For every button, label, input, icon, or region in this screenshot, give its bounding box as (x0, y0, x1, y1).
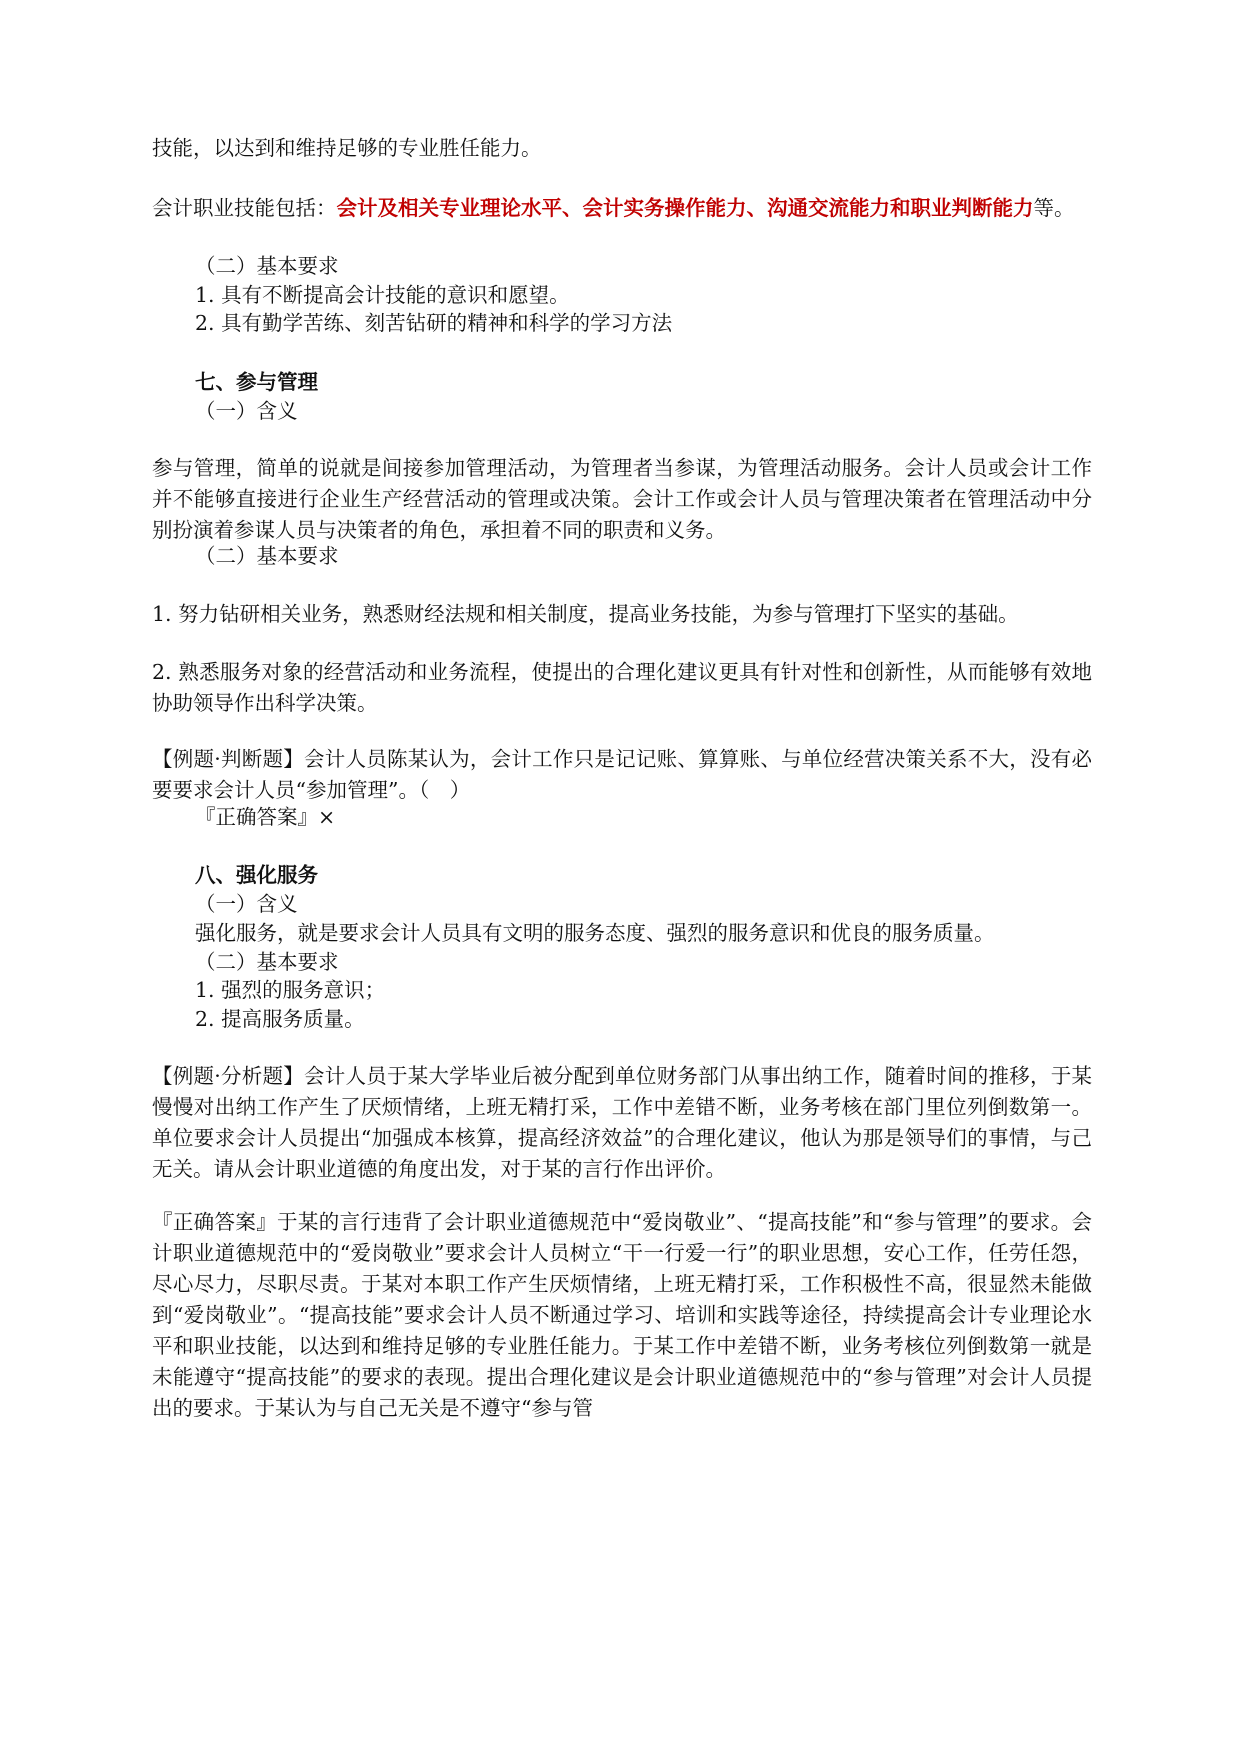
requirement-item: 1. 强烈的服务意识； (195, 978, 386, 1002)
section-title-strengthen-service: 八、强化服务 (195, 863, 318, 887)
requirement-item: 1. 具有不断提高会计技能的意识和愿望。 (195, 283, 570, 307)
basic-requirements-heading: （二）基本要求 (195, 950, 339, 974)
section-title-participate-management: 七、参与管理 (195, 370, 318, 394)
requirement-item: 2. 具有勤学苦练、刻苦钻研的精神和科学的学习方法 (195, 311, 673, 335)
example-question-analysis: 【例题·分析题】会计人员于某大学毕业后被分配到单位财务部门从事出纳工作，随着时间的推移，于某慢慢对出纳工作产生了厌烦情绪，上班无精打采，工作中差错不断，业务考核在部门里位列倒数第一。单位要求会计人员提出“加强成本核算，提高经济效益”的合理化建议，他认为那是领导们的事情，与己无关。请从会计职业道德的角度出发，对于某的言行作出评价。 (152, 1064, 1092, 1181)
paragraph-meaning-service: 强化服务，就是要求会计人员具有文明的服务态度、强烈的服务意识和优良的服务质量。 (195, 921, 995, 945)
paragraph-requirement-2: 2. 熟悉服务对象的经营活动和业务流程，使提出的合理化建议更具有针对性和创新性，从而能够有效地协助领导作出科学决策。 (152, 660, 1092, 715)
skills-suffix: 等。 (1033, 196, 1075, 220)
correct-answer-analysis: 『正确答案』于某的言行违背了会计职业道德规范中“爱岗敬业”、“提高技能”和“参与管理”的要求。会计职业道德规范中的“爱岗敬业”要求会计人员树立“干一行爱一行”的职业思想，安心工作，任劳任怨，尽心尽力，尽职尽责。于某对本职工作产生厌烦情绪，上班无精打采，工作积极性不高，很显然未能做到“爱岗敬业”。“提高技能”要求会计人员不断通过学习、培训和实践等途径，持续提高会计专业理论水平和职业技能，以达到和维持足够的专业胜任能力。于某工作中差错不断，业务考核位列倒数第一就是未能遵守“提高技能”的要求的表现。提出合理化建议是会计职业道德规范中的“参与管理”对会计人员提出的要求。于某认为与自己无关是不遵守“参与管 (152, 1210, 1092, 1420)
meaning-heading: （一）含义 (195, 399, 298, 423)
paragraph-requirement-1: 1. 努力钻研相关业务，熟悉财经法规和相关制度，提高业务技能，为参与管理打下坚实的基础。 (152, 602, 1019, 626)
paragraph-meaning-participate: 参与管理，简单的说就是间接参加管理活动，为管理者当参谋，为管理活动服务。会计人员或会计工作并不能够直接进行企业生产经营活动的管理或决策。会计工作或会计人员与管理决策者在管理活动中分别扮演着参谋人员与决策者的角色，承担着不同的职责和义务。 (152, 456, 1092, 542)
basic-requirements-heading: （二）基本要求 (195, 254, 339, 278)
example-question-judge: 【例题·判断题】会计人员陈某认为，会计工作只是记记账、算算账、与单位经营决策关系不大，没有必要要求会计人员“参加管理”。（ ） (152, 747, 1092, 802)
skills-prefix: 会计职业技能包括： (152, 196, 337, 220)
paragraph-skills-list (152, 193, 1092, 224)
meaning-heading: （一）含义 (195, 892, 298, 916)
paragraph-skill-tail: 技能，以达到和维持足够的专业胜任能力。 (152, 136, 542, 160)
requirement-item: 2. 提高服务质量。 (195, 1007, 365, 1031)
basic-requirements-heading: （二）基本要求 (195, 544, 339, 568)
skills-highlight: 会计及相关专业理论水平、会计实务操作能力、沟通交流能力和职业判断能力 (336, 196, 1034, 220)
correct-answer: 『正确答案』× (195, 805, 336, 829)
